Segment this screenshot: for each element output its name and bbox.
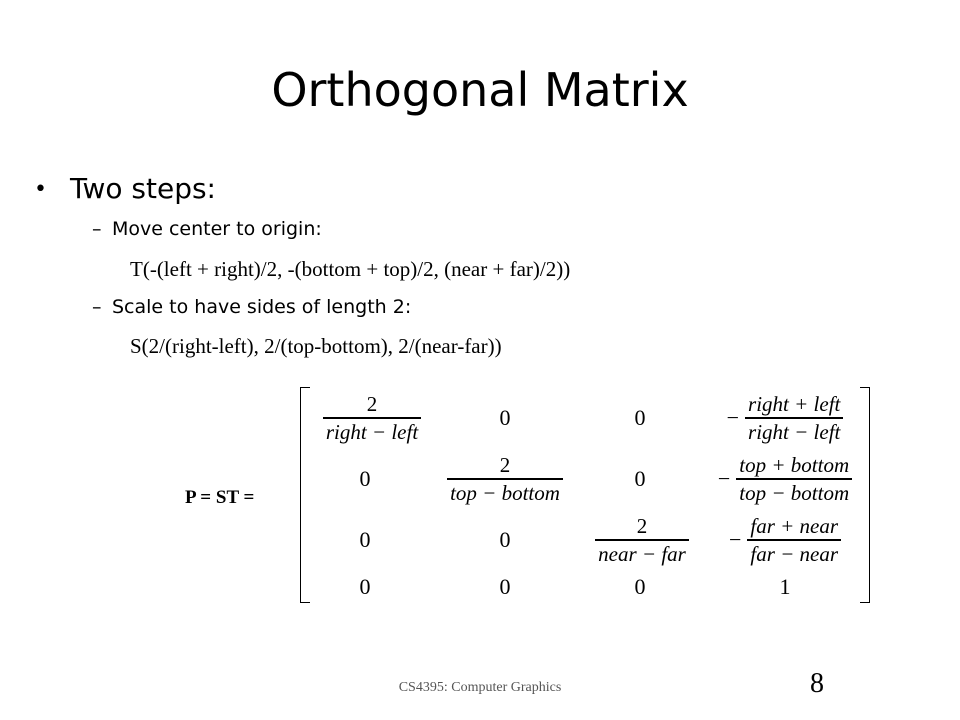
fraction-numerator: far + near	[750, 514, 839, 539]
fraction-denominator: near − far	[598, 541, 686, 566]
matrix-cell-r1c4	[710, 389, 860, 447]
minus-sign: −	[728, 526, 742, 552]
sub-bullet-text: Move center to origin:	[112, 218, 322, 240]
slide-footer: CS4395: Computer Graphics	[398, 680, 562, 695]
matrix-cell-r2c3: 0	[634, 466, 646, 491]
fraction-bar	[447, 478, 563, 479]
fraction-bar	[745, 417, 843, 418]
matrix-cell-r2c4	[710, 449, 860, 509]
bullet-text: Two steps:	[70, 172, 216, 205]
matrix-cell-r4c2: 0	[499, 574, 511, 599]
scale-formula: S(2/(right-left), 2/(top-bottom), 2/(near-far))	[130, 334, 502, 358]
fraction-denominator: right − left	[325, 419, 419, 444]
matrix-left-bracket	[300, 387, 310, 603]
matrix-right-bracket	[860, 387, 870, 603]
bullet-item	[34, 172, 216, 207]
fraction-denominator: right − left	[748, 419, 841, 444]
fraction-bar	[323, 417, 421, 418]
slide-title: Orthogonal Matrix	[271, 63, 689, 117]
dash-icon: –	[92, 218, 102, 240]
matrix-cell-r3c2: 0	[499, 527, 511, 552]
dash-icon: –	[92, 296, 102, 318]
fraction-numerator: 2	[636, 514, 648, 539]
matrix-cell-r4c3: 0	[634, 574, 646, 599]
matrix-cell-r4c1: 0	[359, 574, 371, 599]
minus-sign: −	[717, 465, 731, 491]
matrix-cell-r3c1: 0	[359, 527, 371, 552]
fraction-bar	[595, 539, 689, 540]
fraction-bar	[736, 478, 852, 479]
matrix-cell-r2c1: 0	[359, 466, 371, 491]
translation-formula: T(-(left + right)/2, -(bottom + top)/2, (near + far)/2))	[130, 257, 571, 281]
fraction-denominator: far − near	[750, 541, 839, 566]
fraction-numerator: 2	[366, 392, 378, 417]
page-number: 8	[810, 668, 824, 699]
minus-sign: −	[726, 404, 740, 430]
matrix-cell-r3c3	[582, 511, 702, 569]
matrix-cell-r2c2	[435, 449, 575, 509]
sub-bullet-text: Scale to have sides of length 2:	[112, 296, 412, 318]
bullet-icon: •	[34, 177, 47, 202]
sub-bullet-item	[92, 295, 411, 319]
fraction-bar	[747, 539, 841, 540]
matrix-cell-r1c2: 0	[499, 405, 511, 430]
fraction-denominator: top − bottom	[450, 480, 560, 505]
equation-lhs: P = ST =	[185, 487, 255, 508]
fraction-denominator: top − bottom	[739, 480, 850, 505]
fraction-numerator: top + bottom	[739, 453, 850, 478]
projection-matrix	[300, 387, 870, 603]
matrix-cell-r4c4: 1	[779, 574, 791, 599]
sub-bullet-item	[92, 217, 322, 241]
matrix-cell-r1c1	[312, 389, 432, 447]
fraction-numerator: 2	[499, 453, 511, 478]
fraction-numerator: right + left	[748, 392, 841, 417]
matrix-cell-r1c3: 0	[634, 405, 646, 430]
matrix-cell-r3c4	[710, 511, 860, 569]
